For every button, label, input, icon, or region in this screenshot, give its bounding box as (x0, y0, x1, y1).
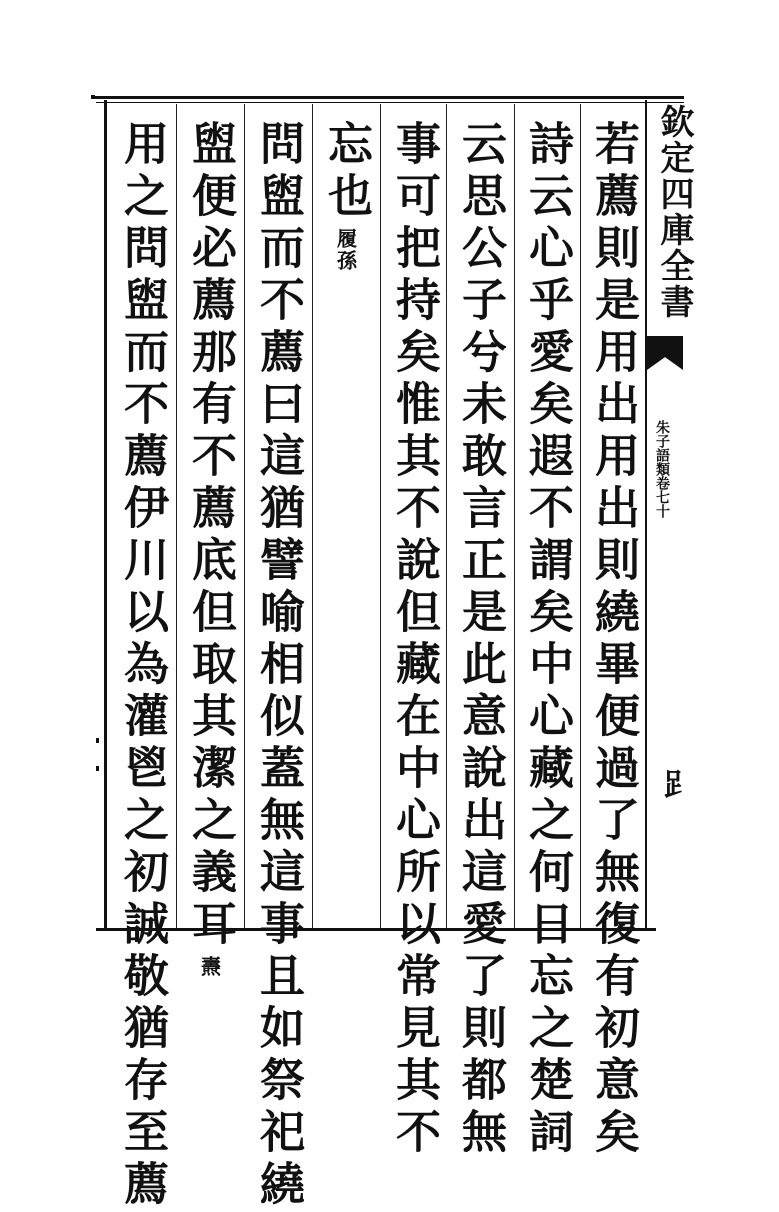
margin-book-name: 朱子語類 (654, 420, 670, 476)
column-text: 若薦則是用出用出則繞畢便過了無復有初意矣 (587, 120, 640, 1160)
text-column-5 (316, 120, 376, 272)
column-text: 用之問盥而不薦伊川以為灌鬯之初誠敬猶存至薦 (116, 120, 169, 1212)
column-text: 云思公子兮未敢言正是此意說出這愛了則都無 (454, 120, 507, 1160)
text-column-8 (112, 120, 172, 1212)
column-rule (244, 104, 245, 928)
column-rule (580, 104, 581, 928)
column-rule (446, 104, 447, 928)
frame-right-border (645, 100, 647, 930)
margin-title: 欽定四庫全書 (654, 104, 694, 320)
margin-volume: 卷七十 (654, 476, 670, 518)
column-text: 盥便必薦那有不薦底但取其潔之義耳 (184, 120, 237, 952)
column-text: 問盥而不薦曰這猶譬喻相似蓋無這事且如祭祀繞 (252, 120, 305, 1212)
column-text: 詩云心乎愛矣遐不謂矣中心藏之何日忘之楚詞 (521, 120, 574, 1160)
frame-top-border (92, 96, 684, 99)
frame-left-border (104, 100, 107, 930)
annotation-note: 履孫 (333, 228, 358, 272)
edge-mark (96, 766, 99, 771)
column-rule (176, 104, 177, 928)
text-column-1 (583, 120, 643, 1160)
text-column-2 (517, 120, 577, 1160)
annotation-note: 燾 (197, 956, 222, 978)
column-text: 事可把持矣惟其不說但藏在中心所以常見其不 (388, 120, 441, 1160)
column-rule (380, 104, 381, 928)
text-column-3 (450, 120, 510, 1160)
fish-tail-mark (647, 336, 683, 370)
column-rule (312, 104, 313, 928)
edge-mark (91, 95, 95, 99)
text-column-4 (384, 120, 444, 1160)
frame-top-inner-border (96, 102, 684, 103)
text-column-6 (248, 120, 308, 1212)
edge-mark (96, 738, 99, 743)
margin-corner-mark: 𧾷 (664, 768, 694, 803)
column-text: 忘也 (320, 120, 373, 224)
column-rule (514, 104, 515, 928)
margin-book-info (654, 420, 670, 518)
text-column-7 (180, 120, 240, 978)
